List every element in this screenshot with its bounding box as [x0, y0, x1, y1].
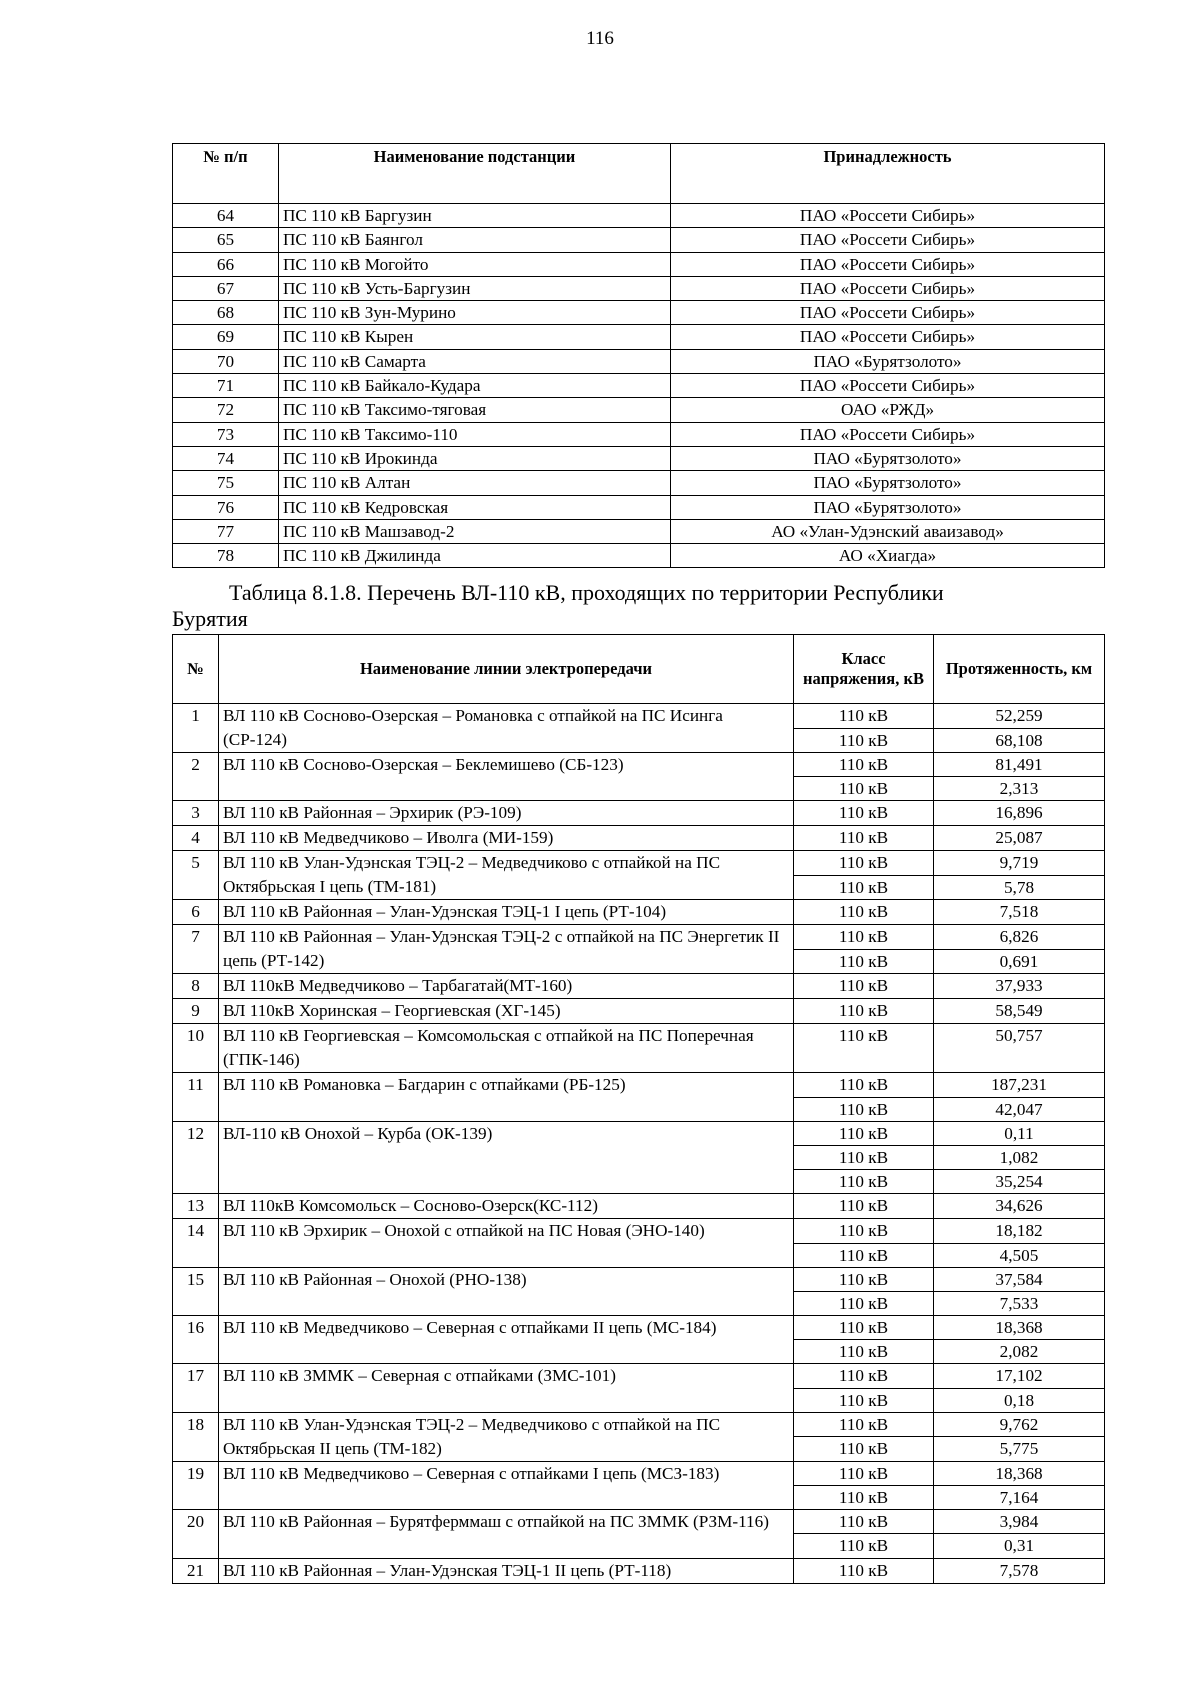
- voltage-class: 110 кВ: [794, 1194, 934, 1219]
- voltage-class: 110 кВ: [794, 1510, 934, 1534]
- line-name: ВЛ 110 кВ ЗММК – Северная с отпайками (ЗМС-101): [219, 1364, 794, 1412]
- voltage-class: 110 кВ: [794, 1340, 934, 1364]
- table-row: [173, 349, 1105, 373]
- substation-name: ПС 110 кВ Баянгол: [279, 228, 671, 252]
- owner: ПАО «Россети Сибирь»: [671, 422, 1105, 446]
- column-header-substation-name: Наименование подстанции: [279, 144, 671, 204]
- line-name: ВЛ 110 кВ Районная – Улан-Удэнская ТЭЦ-2 с отпайкой на ПС Энергетик II цепь (РТ-142): [219, 925, 794, 974]
- row-number: 6: [173, 900, 219, 925]
- voltage-class: 110 кВ: [794, 1024, 934, 1073]
- line-length: 25,087: [934, 826, 1105, 851]
- row-number: 10: [173, 1024, 219, 1073]
- column-header-voltage-class: Класс напряжения, кВ: [794, 635, 934, 704]
- voltage-class: 110 кВ: [794, 875, 934, 900]
- line-length: 58,549: [934, 999, 1105, 1024]
- table-row: [173, 471, 1105, 495]
- line-length: 37,933: [934, 974, 1105, 999]
- voltage-class: 110 кВ: [794, 1534, 934, 1558]
- owner: ПАО «Бурятзолото»: [671, 349, 1105, 373]
- line-length: 0,31: [934, 1534, 1105, 1558]
- voltage-class: 110 кВ: [794, 949, 934, 974]
- table-header-row: [173, 635, 1105, 704]
- owner: ПАО «Россети Сибирь»: [671, 228, 1105, 252]
- line-name: ВЛ 110 кВ Георгиевская – Комсомольская с отпайкой на ПС Поперечная (ГПК-146): [219, 1024, 794, 1073]
- table-row: [173, 1316, 1105, 1340]
- line-length: 0,18: [934, 1388, 1105, 1412]
- table-row: [173, 495, 1105, 519]
- voltage-class: 110 кВ: [794, 1412, 934, 1437]
- table-row: [173, 1219, 1105, 1243]
- owner: ПАО «Россети Сибирь»: [671, 204, 1105, 228]
- row-number: 19: [173, 1461, 219, 1509]
- row-number: 75: [173, 471, 279, 495]
- power-lines-table-body: [173, 704, 1105, 1584]
- line-length: 18,368: [934, 1316, 1105, 1340]
- row-number: 76: [173, 495, 279, 519]
- table-row: [173, 276, 1105, 300]
- line-length: 18,368: [934, 1461, 1105, 1485]
- line-name: ВЛ-110 кВ Онохой – Курба (ОК-139): [219, 1121, 794, 1194]
- line-length: 9,762: [934, 1412, 1105, 1437]
- substation-name: ПС 110 кВ Самарта: [279, 349, 671, 373]
- row-number: 17: [173, 1364, 219, 1412]
- table-row: [173, 900, 1105, 925]
- row-number: 2: [173, 753, 219, 801]
- line-name: ВЛ 110 кВ Улан-Удэнская ТЭЦ-2 – Медведчиково с отпайкой на ПС Октябрьская II цепь (ТМ-182): [219, 1412, 794, 1461]
- substation-name: ПС 110 кВ Зун-Мурино: [279, 301, 671, 325]
- voltage-class: 110 кВ: [794, 851, 934, 876]
- table-row: [173, 826, 1105, 851]
- caption-line-1: Таблица 8.1.8. Перечень ВЛ-110 кВ, проходящих по территории Республики: [229, 580, 944, 605]
- substation-name: ПС 110 кВ Могойто: [279, 252, 671, 276]
- row-number: 5: [173, 851, 219, 900]
- line-name: ВЛ 110 кВ Районная – Улан-Удэнская ТЭЦ-1 I цепь (РТ-104): [219, 900, 794, 925]
- voltage-class: 110 кВ: [794, 1170, 934, 1194]
- table-row: [173, 1121, 1105, 1145]
- table-row: [173, 204, 1105, 228]
- line-length: 9,719: [934, 851, 1105, 876]
- table-row: [173, 974, 1105, 999]
- row-number: 18: [173, 1412, 219, 1461]
- column-header-owner: Принадлежность: [671, 144, 1105, 204]
- line-length: 42,047: [934, 1097, 1105, 1121]
- table-row: [173, 925, 1105, 950]
- voltage-class: 110 кВ: [794, 777, 934, 801]
- line-name: ВЛ 110 кВ Сосново-Озерская – Романовка с отпайкой на ПС Исинга (СР-124): [219, 704, 794, 753]
- table-row: [173, 1267, 1105, 1291]
- owner: АО «Улан-Удэнский аваизавод»: [671, 519, 1105, 543]
- line-name: ВЛ 110 кВ Районная – Бурятферммаш с отпайкой на ПС ЗММК (РЗМ-116): [219, 1510, 794, 1558]
- voltage-class: 110 кВ: [794, 1364, 934, 1388]
- row-number: 21: [173, 1558, 219, 1583]
- row-number: 20: [173, 1510, 219, 1558]
- line-name: ВЛ 110 кВ Медведчиково – Северная с отпайками I цепь (МСЗ-183): [219, 1461, 794, 1509]
- line-length: 37,584: [934, 1267, 1105, 1291]
- table-row: [173, 999, 1105, 1024]
- voltage-class: 110 кВ: [794, 999, 934, 1024]
- line-length: 18,182: [934, 1219, 1105, 1243]
- owner: ОАО «РЖД»: [671, 398, 1105, 422]
- substation-name: ПС 110 кВ Ирокинда: [279, 446, 671, 470]
- line-length: 34,626: [934, 1194, 1105, 1219]
- row-number: 69: [173, 325, 279, 349]
- substation-name: ПС 110 кВ Джилинда: [279, 544, 671, 568]
- line-length: 68,108: [934, 728, 1105, 753]
- row-number: 72: [173, 398, 279, 422]
- table-caption: [172, 580, 1112, 632]
- owner: ПАО «Бурятзолото»: [671, 471, 1105, 495]
- column-header-length: Протяженность, км: [934, 635, 1105, 704]
- line-name: ВЛ 110 кВ Медведчиково – Иволга (МИ-159): [219, 826, 794, 851]
- owner: ПАО «Бурятзолото»: [671, 495, 1105, 519]
- voltage-class: 110 кВ: [794, 728, 934, 753]
- owner: ПАО «Россети Сибирь»: [671, 252, 1105, 276]
- table-row: [173, 1194, 1105, 1219]
- page-number: 116: [586, 28, 614, 49]
- owner: ПАО «Россети Сибирь»: [671, 276, 1105, 300]
- row-number: 9: [173, 999, 219, 1024]
- table-row: [173, 1461, 1105, 1485]
- line-length: 4,505: [934, 1243, 1105, 1267]
- row-number: 73: [173, 422, 279, 446]
- column-header-line-name: Наименование линии электропередачи: [219, 635, 794, 704]
- table-row: [173, 301, 1105, 325]
- voltage-class: 110 кВ: [794, 1291, 934, 1315]
- substation-name: ПС 110 кВ Таксимо-110: [279, 422, 671, 446]
- owner: ПАО «Россети Сибирь»: [671, 301, 1105, 325]
- row-number: 3: [173, 801, 219, 826]
- row-number: 70: [173, 349, 279, 373]
- line-name: ВЛ 110 кВ Районная – Улан-Удэнская ТЭЦ-1 II цепь (РТ-118): [219, 1558, 794, 1583]
- line-length: 35,254: [934, 1170, 1105, 1194]
- line-length: 0,691: [934, 949, 1105, 974]
- line-length: 7,164: [934, 1486, 1105, 1510]
- line-length: 6,826: [934, 925, 1105, 950]
- voltage-class: 110 кВ: [794, 704, 934, 729]
- voltage-class: 110 кВ: [794, 1073, 934, 1097]
- voltage-class: 110 кВ: [794, 1121, 934, 1145]
- line-name: ВЛ 110 кВ Романовка – Багдарин с отпайками (РБ-125): [219, 1073, 794, 1121]
- row-number: 12: [173, 1121, 219, 1194]
- owner: АО «Хиагда»: [671, 544, 1105, 568]
- voltage-class: 110 кВ: [794, 1097, 934, 1121]
- line-length: 52,259: [934, 704, 1105, 729]
- voltage-class: 110 кВ: [794, 1486, 934, 1510]
- line-length: 2,313: [934, 777, 1105, 801]
- voltage-class: 110 кВ: [794, 925, 934, 950]
- line-name: ВЛ 110 кВ Районная – Онохой (РНО-138): [219, 1267, 794, 1315]
- row-number: 16: [173, 1316, 219, 1364]
- voltage-class: 110 кВ: [794, 801, 934, 826]
- line-length: 7,518: [934, 900, 1105, 925]
- line-name: ВЛ 110кВ Комсомольск – Сосново-Озерск(КС-112): [219, 1194, 794, 1219]
- line-length: 187,231: [934, 1073, 1105, 1097]
- substation-name: ПС 110 кВ Байкало-Кудара: [279, 374, 671, 398]
- table-row: [173, 446, 1105, 470]
- substation-name: ПС 110 кВ Кедровская: [279, 495, 671, 519]
- line-name: ВЛ 110кВ Медведчиково – Тарбагатай(МТ-160): [219, 974, 794, 999]
- voltage-class: 110 кВ: [794, 900, 934, 925]
- table-row: [173, 374, 1105, 398]
- line-name: ВЛ 110 кВ Улан-Удэнская ТЭЦ-2 – Медведчиково с отпайкой на ПС Октябрьская I цепь (ТМ-181): [219, 851, 794, 900]
- row-number: 71: [173, 374, 279, 398]
- substations-table-body: [173, 204, 1105, 568]
- line-length: 17,102: [934, 1364, 1105, 1388]
- table-header-row: [173, 144, 1105, 204]
- line-length: 16,896: [934, 801, 1105, 826]
- voltage-class: 110 кВ: [794, 826, 934, 851]
- row-number: 11: [173, 1073, 219, 1121]
- line-length: 2,082: [934, 1340, 1105, 1364]
- row-number: 74: [173, 446, 279, 470]
- line-length: 0,11: [934, 1121, 1105, 1145]
- voltage-class: 110 кВ: [794, 1243, 934, 1267]
- table-row: [173, 228, 1105, 252]
- table-row: [173, 325, 1105, 349]
- row-number: 15: [173, 1267, 219, 1315]
- line-length: 5,78: [934, 875, 1105, 900]
- table-row: [173, 1412, 1105, 1437]
- line-name: ВЛ 110 кВ Медведчиково – Северная с отпайками II цепь (МС-184): [219, 1316, 794, 1364]
- owner: ПАО «Россети Сибирь»: [671, 374, 1105, 398]
- substation-name: ПС 110 кВ Кырен: [279, 325, 671, 349]
- voltage-class: 110 кВ: [794, 1437, 934, 1462]
- table-row: [173, 422, 1105, 446]
- table-row: [173, 519, 1105, 543]
- row-number: 8: [173, 974, 219, 999]
- row-number: 66: [173, 252, 279, 276]
- substation-name: ПС 110 кВ Усть-Баргузин: [279, 276, 671, 300]
- row-number: 67: [173, 276, 279, 300]
- table-row: [173, 252, 1105, 276]
- owner: ПАО «Бурятзолото»: [671, 446, 1105, 470]
- line-length: 50,757: [934, 1024, 1105, 1073]
- substation-name: ПС 110 кВ Машзавод-2: [279, 519, 671, 543]
- row-number: 14: [173, 1219, 219, 1267]
- row-number: 78: [173, 544, 279, 568]
- table-row: [173, 801, 1105, 826]
- row-number: 77: [173, 519, 279, 543]
- line-name: ВЛ 110 кВ Эрхирик – Онохой с отпайкой на ПС Новая (ЭНО-140): [219, 1219, 794, 1267]
- table-row: [173, 398, 1105, 422]
- table-row: [173, 1073, 1105, 1097]
- row-number: 7: [173, 925, 219, 974]
- table-row: [173, 1024, 1105, 1073]
- row-number: 13: [173, 1194, 219, 1219]
- voltage-class: 110 кВ: [794, 753, 934, 777]
- row-number: 64: [173, 204, 279, 228]
- table-row: [173, 1510, 1105, 1534]
- caption-line-2: Бурятия: [172, 606, 248, 631]
- line-length: 1,082: [934, 1145, 1105, 1169]
- voltage-class: 110 кВ: [794, 1267, 934, 1291]
- row-number: 65: [173, 228, 279, 252]
- voltage-class: 110 кВ: [794, 1219, 934, 1243]
- voltage-class: 110 кВ: [794, 974, 934, 999]
- table-row: [173, 1558, 1105, 1583]
- column-header-number: №: [173, 635, 219, 704]
- table-row: [173, 753, 1105, 777]
- line-name: ВЛ 110 кВ Районная – Эрхирик (РЭ-109): [219, 801, 794, 826]
- table-row: [173, 544, 1105, 568]
- voltage-class: 110 кВ: [794, 1388, 934, 1412]
- row-number: 1: [173, 704, 219, 753]
- line-name: ВЛ 110кВ Хоринская – Георгиевская (ХГ-145): [219, 999, 794, 1024]
- column-header-number: № п/п: [173, 144, 279, 204]
- table-row: [173, 1364, 1105, 1388]
- row-number: 4: [173, 826, 219, 851]
- voltage-class: 110 кВ: [794, 1461, 934, 1485]
- substations-table: [172, 143, 1105, 568]
- row-number: 68: [173, 301, 279, 325]
- substation-name: ПС 110 кВ Алтан: [279, 471, 671, 495]
- owner: ПАО «Россети Сибирь»: [671, 325, 1105, 349]
- voltage-class: 110 кВ: [794, 1316, 934, 1340]
- table-row: [173, 704, 1105, 729]
- table-row: [173, 851, 1105, 876]
- voltage-class: 110 кВ: [794, 1145, 934, 1169]
- line-length: 3,984: [934, 1510, 1105, 1534]
- line-length: 81,491: [934, 753, 1105, 777]
- line-length: 7,578: [934, 1558, 1105, 1583]
- substation-name: ПС 110 кВ Баргузин: [279, 204, 671, 228]
- substation-name: ПС 110 кВ Таксимо-тяговая: [279, 398, 671, 422]
- power-lines-table: [172, 634, 1105, 1584]
- line-length: 7,533: [934, 1291, 1105, 1315]
- voltage-class: 110 кВ: [794, 1558, 934, 1583]
- line-length: 5,775: [934, 1437, 1105, 1462]
- line-name: ВЛ 110 кВ Сосново-Озерская – Беклемишево (СБ-123): [219, 753, 794, 801]
